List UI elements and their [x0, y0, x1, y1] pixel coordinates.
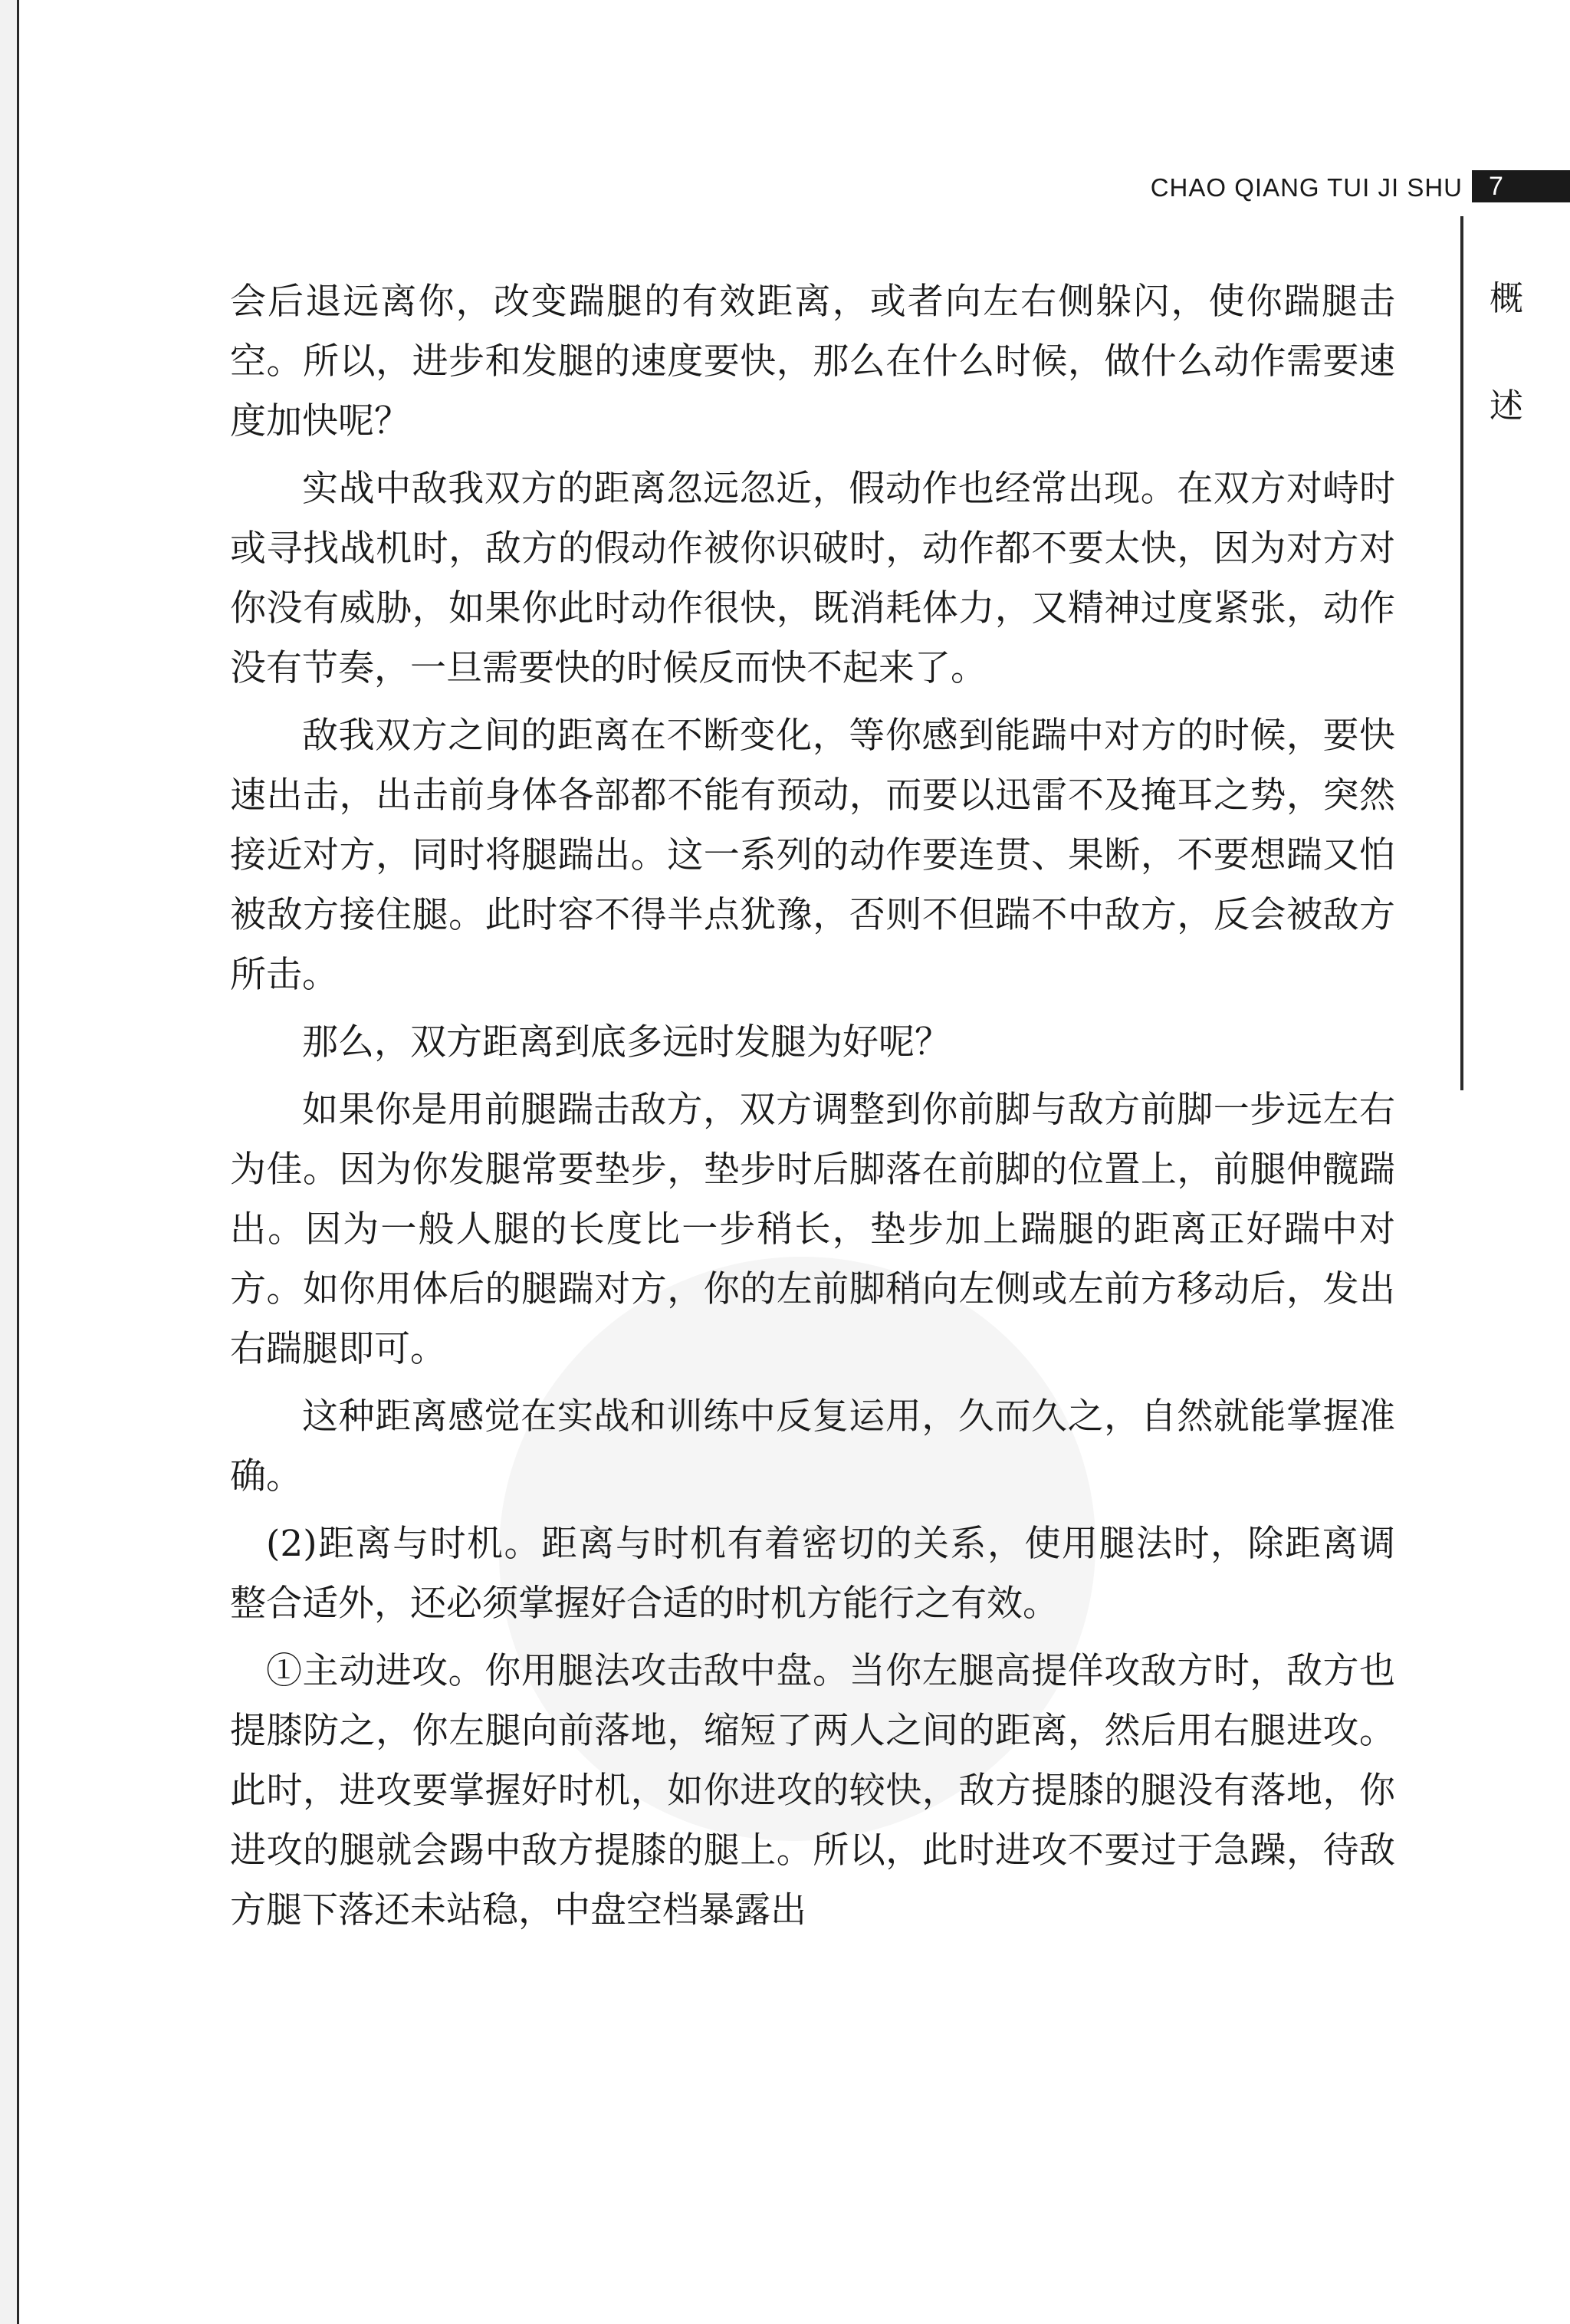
paragraph: (2)距离与时机。距离与时机有着密切的关系，使用腿法时，除距离调整合适外，还必须掌握好合适的时机方能行之有效。	[230, 1523, 1395, 1625]
paragraph: 这种距离感觉在实战和训练中反复运用，久而久之，自然就能掌握准确。	[230, 1395, 1395, 1497]
page-number: 7	[1472, 170, 1570, 202]
running-title: CHAO QIANG TUI JI SHU	[1150, 173, 1463, 202]
page-left-edge	[0, 0, 19, 2324]
paragraph: 敌我双方之间的距离在不断变化，等你感到能踹中对方的时候，要快速出击，出击前身体各部都不能有预动，而要以迅雷不及掩耳之势，突然接近对方，同时将腿踹出。这一系列的动作要连贯、果断，不要想踹又怕被敌方接住腿。此时容不得半点犹豫，否则不但踹不中敌方，反会被敌方所击。	[230, 715, 1395, 996]
side-chapter-char: 概	[1490, 279, 1523, 318]
paragraph: ①主动进攻。你用腿法攻击敌中盘。当你左腿高提佯攻敌方时，敌方也提膝防之，你左腿向前落地，缩短了两人之间的距离，然后用右腿进攻。此时，进攻要掌握好时机，如你进攻的较快，敌方提膝的腿没有落地，你进攻的腿就会踢中敌方提膝的腿上。所以，此时进攻不要过于急躁，待敌方腿下落还未站稳，中盘空档暴露出	[230, 1650, 1395, 1931]
side-chapter-char: 述	[1490, 386, 1523, 426]
paragraph: 实战中敌我双方的距离忽远忽近，假动作也经常出现。在双方对峙时或寻找战机时，敌方的假动作被你识破时，动作都不要太快，因为对方对你没有威胁，如果你此时动作很快，既消耗体力，又精神过度紧张，动作没有节奏，一旦需要快的时候反而快不起来了。	[230, 468, 1395, 689]
side-rule	[1460, 216, 1463, 1090]
paragraph: 会后退远离你，改变踹腿的有效距离，或者向左右侧躲闪，使你踹腿击空。所以，进步和发腿的速度要快，那么在什么时候，做什么动作需要速度加快呢？	[230, 281, 1395, 442]
side-chapter-label	[1480, 245, 1533, 460]
paragraph: 如果你是用前腿踹击敌方，双方调整到你前脚与敌方前脚一步远左右为佳。因为你发腿常要垫步，垫步时后脚落在前脚的位置上，前腿伸髋踹出。因为一般人腿的长度比一步稍长，垫步加上踹腿的距离正好踹中对方。如你用体后的腿踹对方，你的左前脚稍向左侧或左前方移动后，发出右踹腿即可。	[230, 1089, 1395, 1370]
paragraph: 那么，双方距离到底多远时发腿为好呢？	[302, 1021, 951, 1063]
body-text	[230, 272, 1395, 1948]
running-header	[1081, 170, 1570, 216]
